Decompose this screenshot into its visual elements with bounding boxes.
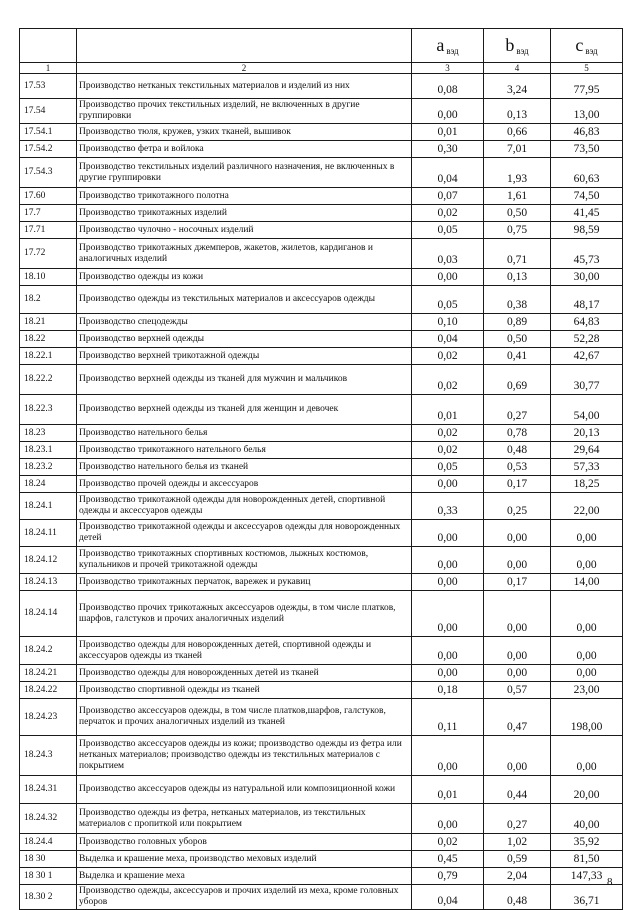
name-cell: Производство чулочно - носочных изделий [77,222,412,239]
a-value-cell: 0,04 [412,885,484,910]
name-cell: Производство верхней одежды из тканей для женщин и девочек [77,395,412,425]
name-cell: Выделка и крашение меха [77,868,412,885]
a-value-cell: 0,01 [412,395,484,425]
c-value-cell: 60,63 [551,158,623,188]
c-value-cell: 23,00 [551,682,623,699]
b-value-cell: 0,27 [484,395,551,425]
c-value-cell: 20,00 [551,776,623,804]
header-row [20,29,623,63]
b-value-cell: 0,66 [484,124,551,141]
code-cell: 18 30 [20,851,77,868]
table-row [20,520,623,547]
c-value-cell: 0,00 [551,736,623,776]
code-cell: 18.22.2 [20,365,77,395]
b-value-cell: 0,00 [484,736,551,776]
name-cell: Производство трикотажного нательного белья [77,442,412,459]
b-value-cell: 0,00 [484,665,551,682]
code-cell: 18.24.32 [20,804,77,834]
header-code-cell [20,29,77,63]
code-cell: 17.54.1 [20,124,77,141]
table-row [20,286,623,314]
a-value-cell: 0,18 [412,682,484,699]
column-number: 5 [551,63,623,74]
a-value-cell: 0,00 [412,637,484,665]
a-value-cell: 0,02 [412,425,484,442]
table-row [20,868,623,885]
b-value-cell: 0,48 [484,442,551,459]
code-cell: 18.24.12 [20,547,77,574]
code-cell: 18.24.3 [20,736,77,776]
c-value-cell: 30,00 [551,269,623,286]
table-row [20,205,623,222]
name-cell: Производство аксессуаров одежды, в том числе платков,шарфов, галстуков, перчаток и прочих аналогичных изделий из тканей [77,699,412,736]
name-cell: Производство одежды для новорожденных детей из тканей [77,665,412,682]
a-value-cell: 0,00 [412,520,484,547]
a-value-cell: 0,05 [412,459,484,476]
c-value-cell: 77,95 [551,74,623,99]
c-value-cell: 18,25 [551,476,623,493]
b-value-cell: 2,04 [484,868,551,885]
column-number: 1 [20,63,77,74]
table-row [20,124,623,141]
b-value-cell: 0,27 [484,804,551,834]
code-cell: 18.22 [20,331,77,348]
header-a-cell [412,29,484,63]
a-value-cell: 0,04 [412,158,484,188]
table-row [20,314,623,331]
code-cell: 18.22.1 [20,348,77,365]
code-cell: 18.24.23 [20,699,77,736]
a-value-cell: 0,07 [412,188,484,205]
table-row [20,395,623,425]
b-value-cell: 0,69 [484,365,551,395]
code-cell: 18.23.1 [20,442,77,459]
code-cell: 18 30 1 [20,868,77,885]
table-row [20,476,623,493]
table-row [20,331,623,348]
b-value-cell: 0,48 [484,885,551,910]
a-value-cell: 0,08 [412,74,484,99]
c-value-cell: 147,33 [551,868,623,885]
code-cell: 18.24.1 [20,493,77,520]
table-row [20,74,623,99]
table-row [20,736,623,776]
b-value-cell: 0,59 [484,851,551,868]
a-value-cell: 0,00 [412,269,484,286]
name-cell: Производство нательного белья [77,425,412,442]
b-value-cell: 0,00 [484,547,551,574]
c-value-cell: 81,50 [551,851,623,868]
code-cell: 18.24.22 [20,682,77,699]
name-cell: Производство тюля, кружев, узких тканей, вышивок [77,124,412,141]
c-value-cell: 54,00 [551,395,623,425]
a-value-cell: 0,00 [412,804,484,834]
c-value-cell: 198,00 [551,699,623,736]
c-value-cell: 46,83 [551,124,623,141]
table-row [20,222,623,239]
code-cell: 18.21 [20,314,77,331]
c-value-cell: 22,00 [551,493,623,520]
a-value-cell: 0,11 [412,699,484,736]
table-row [20,682,623,699]
c-value-cell: 64,83 [551,314,623,331]
header-c-sub: вэд [585,45,598,56]
c-value-cell: 20,13 [551,425,623,442]
table-row [20,459,623,476]
name-cell: Производство трикотажных джемперов, жакетов, жилетов, кардиганов и аналогичных изделий [77,239,412,269]
column-number: 3 [412,63,484,74]
b-value-cell: 0,75 [484,222,551,239]
c-value-cell: 0,00 [551,591,623,637]
name-cell: Производство одежды для новорожденных детей, спортивной одежды и аксессуаров одежды из тканей [77,637,412,665]
header-a-sub: вэд [446,45,459,56]
code-cell: 18.22.3 [20,395,77,425]
table-row [20,493,623,520]
a-value-cell: 0,00 [412,591,484,637]
a-value-cell: 0,05 [412,286,484,314]
table-row [20,591,623,637]
code-cell: 17.7 [20,205,77,222]
coefficients-table [19,28,623,910]
header-b-cell [484,29,551,63]
table-row [20,425,623,442]
code-cell: 17.54.2 [20,141,77,158]
b-value-cell: 0,00 [484,591,551,637]
a-value-cell: 0,00 [412,574,484,591]
b-value-cell: 0,89 [484,314,551,331]
b-value-cell: 0,47 [484,699,551,736]
b-value-cell: 7,01 [484,141,551,158]
code-cell: 18.10 [20,269,77,286]
table-row [20,834,623,851]
header-b-main: b [505,34,515,55]
a-value-cell: 0,00 [412,665,484,682]
table-row [20,239,623,269]
table-row [20,442,623,459]
header-c-main: c [575,34,584,55]
c-value-cell: 52,28 [551,331,623,348]
code-cell: 17.54.3 [20,158,77,188]
b-value-cell: 0,71 [484,239,551,269]
c-value-cell: 29,64 [551,442,623,459]
name-cell: Производство головных уборов [77,834,412,851]
table-row [20,158,623,188]
code-cell: 17.71 [20,222,77,239]
a-value-cell: 0,10 [412,314,484,331]
b-value-cell: 0,13 [484,99,551,124]
table-row [20,574,623,591]
name-cell: Выделка и крашение меха, производство меховых изделий [77,851,412,868]
b-value-cell: 1,02 [484,834,551,851]
c-value-cell: 41,45 [551,205,623,222]
name-cell: Производство прочей одежды и аксессуаров [77,476,412,493]
code-cell: 18.24.4 [20,834,77,851]
name-cell: Производство одежды из фетра, нетканых материалов, из текстильных материалов с пропиткой или покрытием [77,804,412,834]
name-cell: Производство одежды из кожи [77,269,412,286]
header-c-cell [551,29,623,63]
a-value-cell: 0,00 [412,736,484,776]
table-row [20,188,623,205]
c-value-cell: 57,33 [551,459,623,476]
c-value-cell: 40,00 [551,804,623,834]
name-cell: Производство аксессуаров одежды из натуральной или композиционной кожи [77,776,412,804]
name-cell: Производство одежды из текстильных материалов и аксессуаров одежды [77,286,412,314]
a-value-cell: 0,04 [412,331,484,348]
a-value-cell: 0,30 [412,141,484,158]
a-value-cell: 0,03 [412,239,484,269]
table-row [20,776,623,804]
b-value-cell: 0,41 [484,348,551,365]
table-row [20,269,623,286]
name-cell: Производство фетра и войлока [77,141,412,158]
table-row [20,699,623,736]
a-value-cell: 0,00 [412,547,484,574]
c-value-cell: 13,00 [551,99,623,124]
name-cell: Производство нательного белья из тканей [77,459,412,476]
table-row [20,851,623,868]
table-row [20,99,623,124]
name-cell: Производство прочих трикотажных аксессуаров одежды, в том числе платков, шарфов, галстуков и прочих аналогичных изделий [77,591,412,637]
name-cell: Производство текстильных изделий различного назначения, не включенных в другие группировки [77,158,412,188]
table-row [20,665,623,682]
header-name-cell [77,29,412,63]
header-b-sub: вэд [516,45,529,56]
name-cell: Производство трикотажного полотна [77,188,412,205]
c-value-cell: 30,77 [551,365,623,395]
code-cell: 18.30 2 [20,885,77,910]
b-value-cell: 0,00 [484,637,551,665]
b-value-cell: 0,57 [484,682,551,699]
a-value-cell: 0,00 [412,99,484,124]
name-cell: Производство одежды, аксессуаров и прочих изделий из меха, кроме головных уборов [77,885,412,910]
name-cell: Производство верхней одежды [77,331,412,348]
a-value-cell: 0,02 [412,205,484,222]
column-number: 2 [77,63,412,74]
a-value-cell: 0,02 [412,365,484,395]
b-value-cell: 0,17 [484,476,551,493]
c-value-cell: 42,67 [551,348,623,365]
code-cell: 17.60 [20,188,77,205]
c-value-cell: 35,92 [551,834,623,851]
b-value-cell: 0,78 [484,425,551,442]
a-value-cell: 0,02 [412,834,484,851]
table-row [20,348,623,365]
code-cell: 18.24.2 [20,637,77,665]
table-row [20,637,623,665]
b-value-cell: 0,13 [484,269,551,286]
column-number: 4 [484,63,551,74]
b-value-cell: 1,61 [484,188,551,205]
code-cell: 18.24.11 [20,520,77,547]
c-value-cell: 0,00 [551,520,623,547]
c-value-cell: 0,00 [551,637,623,665]
name-cell: Производство нетканых текстильных материалов и изделий из них [77,74,412,99]
c-value-cell: 73,50 [551,141,623,158]
b-value-cell: 0,25 [484,493,551,520]
name-cell: Производство трикотажных изделий [77,205,412,222]
a-value-cell: 0,33 [412,493,484,520]
c-value-cell: 74,50 [551,188,623,205]
a-value-cell: 0,79 [412,868,484,885]
name-cell: Производство спортивной одежды из тканей [77,682,412,699]
code-cell: 18.23 [20,425,77,442]
column-number-row [20,63,623,74]
b-value-cell: 3,24 [484,74,551,99]
code-cell: 17.53 [20,74,77,99]
name-cell: Производство трикотажной одежды для новорожденных детей, спортивной одежды и аксессуаров одежды [77,493,412,520]
name-cell: Производство трикотажных спортивных костюмов, лыжных костюмов, купальников и прочей трикотажной одежды [77,547,412,574]
code-cell: 18.2 [20,286,77,314]
b-value-cell: 0,44 [484,776,551,804]
name-cell: Производство трикотажной одежды и аксессуаров одежды для новорожденных детей [77,520,412,547]
code-cell: 18.24.13 [20,574,77,591]
table-row [20,885,623,910]
a-value-cell: 0,01 [412,776,484,804]
a-value-cell: 0,45 [412,851,484,868]
c-value-cell: 98,59 [551,222,623,239]
b-value-cell: 0,53 [484,459,551,476]
table-row [20,141,623,158]
b-value-cell: 0,50 [484,205,551,222]
code-cell: 18.23.2 [20,459,77,476]
name-cell: Производство трикотажных перчаток, варежек и рукавиц [77,574,412,591]
c-value-cell: 0,00 [551,547,623,574]
b-value-cell: 0,17 [484,574,551,591]
name-cell: Производство спецодежды [77,314,412,331]
name-cell: Производство верхней одежды из тканей для мужчин и мальчиков [77,365,412,395]
name-cell: Производство верхней трикотажной одежды [77,348,412,365]
a-value-cell: 0,00 [412,476,484,493]
name-cell: Производство аксессуаров одежды из кожи; производство одежды из фетра или нетканых материалов; производство одежды из текстильных материалов с покрытием [77,736,412,776]
b-value-cell: 0,00 [484,520,551,547]
code-cell: 17.54 [20,99,77,124]
table-row [20,804,623,834]
c-value-cell: 14,00 [551,574,623,591]
table-row [20,365,623,395]
a-value-cell: 0,02 [412,442,484,459]
table-row [20,547,623,574]
c-value-cell: 48,17 [551,286,623,314]
code-cell: 18.24.14 [20,591,77,637]
c-value-cell: 45,73 [551,239,623,269]
a-value-cell: 0,01 [412,124,484,141]
a-value-cell: 0,05 [412,222,484,239]
a-value-cell: 0,02 [412,348,484,365]
code-cell: 18.24 [20,476,77,493]
page-number: 8 [607,876,613,888]
table-body [20,74,623,910]
c-value-cell: 0,00 [551,665,623,682]
code-cell: 18.24.31 [20,776,77,804]
b-value-cell: 0,38 [484,286,551,314]
b-value-cell: 1,93 [484,158,551,188]
code-cell: 18.24.21 [20,665,77,682]
header-a-main: a [436,34,445,55]
name-cell: Производство прочих текстильных изделий, не включенных в другие группировки [77,99,412,124]
c-value-cell: 36,71 [551,885,623,910]
code-cell: 17.72 [20,239,77,269]
b-value-cell: 0,50 [484,331,551,348]
